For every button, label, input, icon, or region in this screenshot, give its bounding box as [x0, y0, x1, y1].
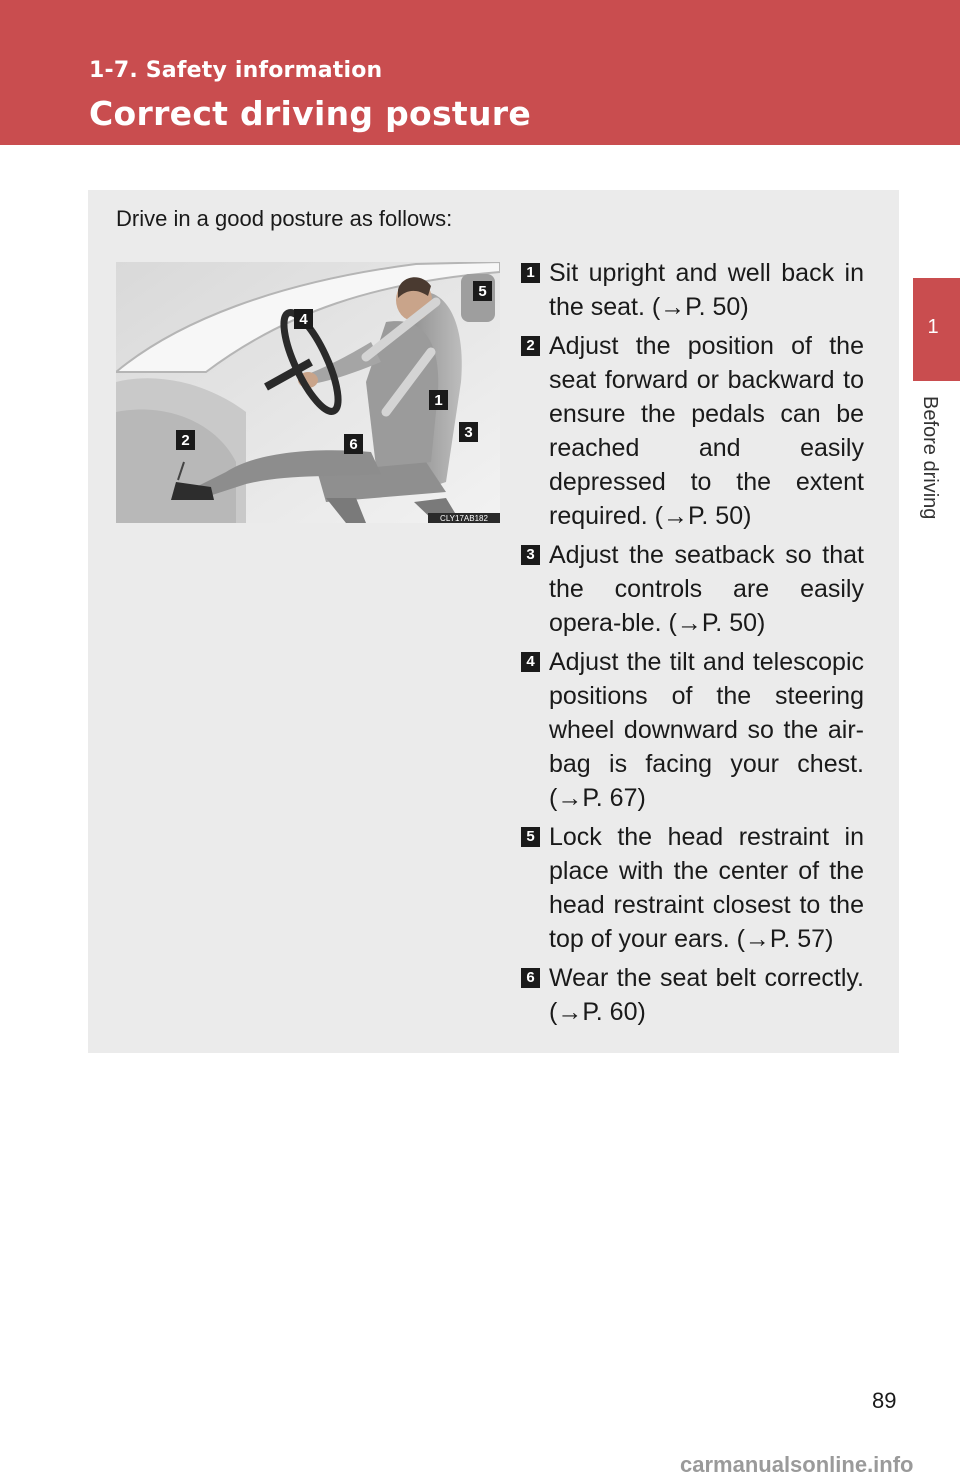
step-text: Adjust the position of the seat forward or backward to ensure the pedals can be reached and easily depressed to the extent required. — [549, 332, 864, 530]
chapter-label: Before driving — [919, 396, 941, 520]
posture-steps — [521, 256, 864, 1034]
callout-label: 2 — [181, 432, 190, 449]
step-item — [521, 538, 864, 640]
page-header — [0, 0, 960, 145]
watermark: carmanualsonline.info — [680, 1452, 914, 1477]
figure-callout-badge — [294, 309, 313, 329]
driving-posture-illustration — [116, 262, 500, 523]
page-reference-link[interactable]: (→P. 50) — [668, 609, 766, 637]
step-text: Adjust the tilt and telescopic positions of the steering wheel downward so the air-bag is facing your chest. — [549, 648, 864, 778]
step-text: Lock the head restraint in place with the center of the head restraint closest to the top of your ears. — [549, 823, 864, 953]
step-item — [521, 256, 864, 324]
step-text: Wear the seat belt correctly. — [549, 964, 864, 992]
chapter-tab[interactable] — [913, 278, 960, 381]
figure-callout-badge — [344, 434, 363, 454]
step-item — [521, 961, 864, 1029]
step-text: Sit upright and well back in the seat. — [549, 259, 864, 321]
figure-callout-badge — [429, 390, 448, 410]
page-reference-link[interactable]: (→P. 60) — [549, 998, 646, 1026]
page-reference-link[interactable]: (→P. 50) — [651, 293, 749, 321]
page-number: 89 — [872, 1388, 897, 1413]
step-text: Adjust the seatback so that the controls are easily opera-ble. — [549, 541, 864, 637]
figure-callout-badge — [473, 281, 492, 301]
chapter-tab-number: 1 — [927, 316, 939, 338]
step-item — [521, 820, 864, 956]
step-number-badge: 3 — [521, 545, 540, 565]
page-reference-link[interactable]: (→P. 67) — [549, 784, 646, 812]
page-reference-link[interactable]: (→P. 57) — [736, 925, 834, 953]
intro-text: Drive in a good posture as follows: — [116, 206, 453, 231]
figure-code: CLY17AB182 — [440, 514, 488, 523]
callout-label: 4 — [299, 311, 308, 328]
step-number-badge: 2 — [521, 336, 540, 356]
step-number-badge: 5 — [521, 827, 540, 847]
page-reference-link[interactable]: (→P. 50) — [654, 502, 752, 530]
step-item — [521, 329, 864, 533]
step-item — [521, 645, 864, 815]
step-number-badge: 6 — [521, 968, 540, 988]
callout-label: 3 — [464, 424, 473, 441]
step-number-badge: 4 — [521, 652, 540, 672]
section-label: 1-7. Safety information — [89, 58, 383, 83]
figure-callout-badge — [459, 422, 478, 442]
callout-label: 6 — [349, 436, 358, 453]
callout-label: 5 — [478, 283, 487, 300]
page-title: Correct driving posture — [89, 94, 532, 133]
figure-callout-badge — [176, 430, 195, 450]
step-number-badge: 1 — [521, 263, 540, 283]
callout-label: 1 — [434, 392, 443, 409]
